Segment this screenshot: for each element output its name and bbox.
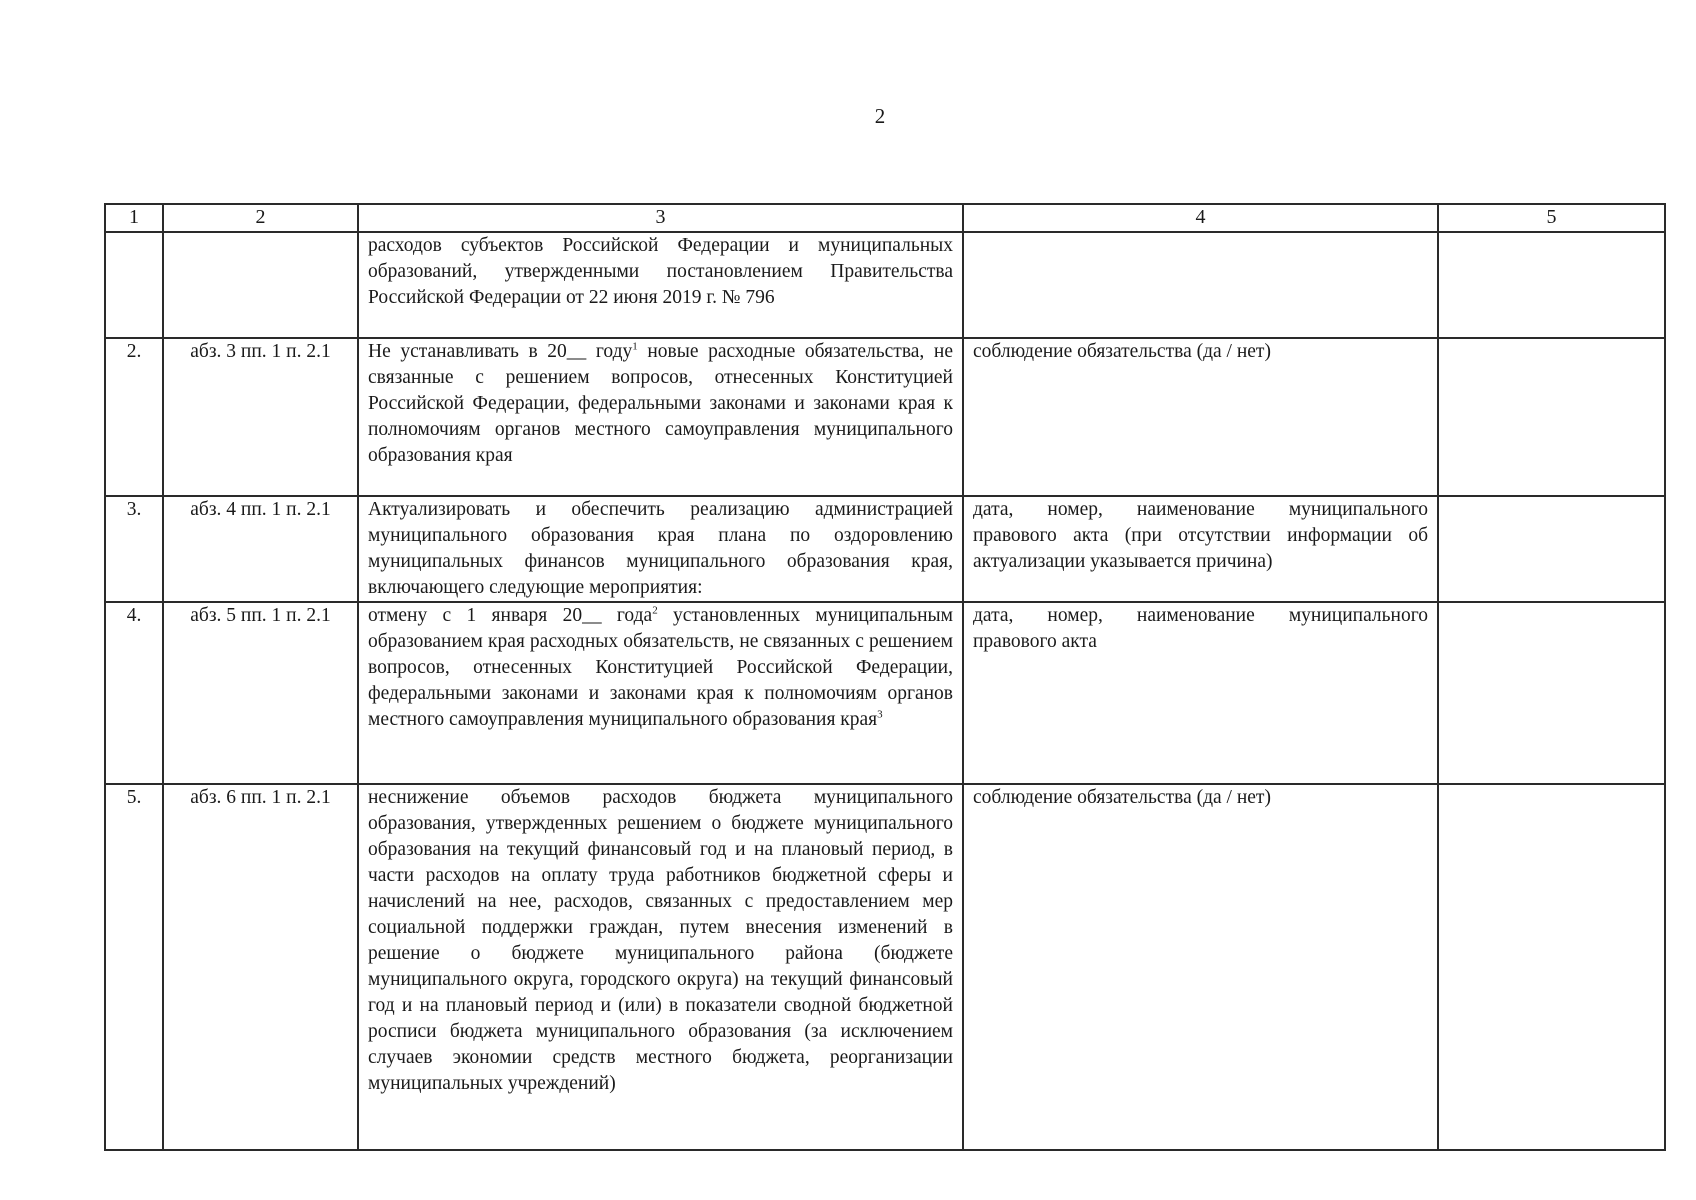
requirement-text: установленных муниципальным образованием края расходных обязательств, не связанных с решением вопросов, отнесенных Конституцией Российской Федерации, федеральными законами и законами края к полномочиям органов местного самоуправления муниципального образования края — [368, 605, 953, 730]
column-header: 4 — [963, 204, 1438, 232]
row-indicator: дата, номер, наименование муниципального правового акта — [963, 602, 1438, 784]
footnote-mark: 3 — [877, 708, 883, 721]
row-indicator: соблюдение обязательства (да / нет) — [963, 338, 1438, 496]
requirement-text: Не устанавливать в 20__ году — [368, 341, 633, 362]
row-number: 5. — [105, 784, 163, 1150]
column-header: 1 — [105, 204, 163, 232]
row-note — [1438, 232, 1665, 338]
table-row — [105, 232, 1665, 338]
row-indicator: дата, номер, наименование муниципального правового акта (при отсутствии информации об актуализации указывается причина) — [963, 496, 1438, 602]
column-header: 5 — [1438, 204, 1665, 232]
row-note — [1438, 784, 1665, 1150]
table-row — [105, 338, 1665, 496]
column-header: 3 — [358, 204, 963, 232]
row-indicator — [963, 232, 1438, 338]
row-reference: абз. 5 пп. 1 п. 2.1 — [163, 602, 358, 784]
row-note — [1438, 496, 1665, 602]
footnote-mark: 1 — [632, 340, 638, 353]
row-requirement: расходов субъектов Российской Федерации и муниципальных образований, утвержденными постановлением Правительства Российской Федерации от 22 июня 2019 г. № 796 — [358, 232, 963, 338]
requirement-text: отмену с 1 января 20__ года — [368, 605, 653, 626]
row-requirement — [358, 602, 963, 784]
requirement-text: новые расходные обязательства, не связанные с решением вопросов, отнесенных Конституцией Российской Федерации, федеральными законами и законами края к полномочиям органов местного самоуправления муниципального образования края — [368, 341, 953, 466]
table-header-row — [105, 204, 1665, 232]
row-reference: абз. 6 пп. 1 п. 2.1 — [163, 784, 358, 1150]
table-row — [105, 784, 1665, 1150]
row-number: 2. — [105, 338, 163, 496]
footnote-mark: 2 — [652, 604, 658, 617]
column-header: 2 — [163, 204, 358, 232]
row-number: 4. — [105, 602, 163, 784]
requirements-table — [104, 203, 1666, 1151]
row-reference — [163, 232, 358, 338]
row-note — [1438, 602, 1665, 784]
table-row — [105, 496, 1665, 602]
row-number — [105, 232, 163, 338]
row-reference: абз. 4 пп. 1 п. 2.1 — [163, 496, 358, 602]
table-row — [105, 602, 1665, 784]
row-note — [1438, 338, 1665, 496]
page-number: 2 — [874, 104, 886, 128]
row-indicator: соблюдение обязательства (да / нет) — [963, 784, 1438, 1150]
row-reference: абз. 3 пп. 1 п. 2.1 — [163, 338, 358, 496]
row-requirement: неснижение объемов расходов бюджета муниципального образования, утвержденных решением о бюджете муниципального образования на текущий финансовый год и на плановый период, в части расходов на оплату труда работников бюджетной сферы и начислений на нее, расходов, связанных с предоставлением мер социальной поддержки граждан, путем внесения изменений в решение о бюджете муниципального района (бюджете муниципального округа, городского округа) на текущий финансовый год и на плановый период и (или) в показатели сводной бюджетной росписи бюджета муниципального образования (за исключением случаев экономии средств местного бюджета, реорганизации муниципальных учреждений) — [358, 784, 963, 1150]
row-requirement: Актуализировать и обеспечить реализацию администрацией муниципального образования края плана по оздоровлению муниципальных финансов муниципального образования края, включающего следующие мероприятия: — [358, 496, 963, 602]
row-number: 3. — [105, 496, 163, 602]
row-requirement — [358, 338, 963, 496]
